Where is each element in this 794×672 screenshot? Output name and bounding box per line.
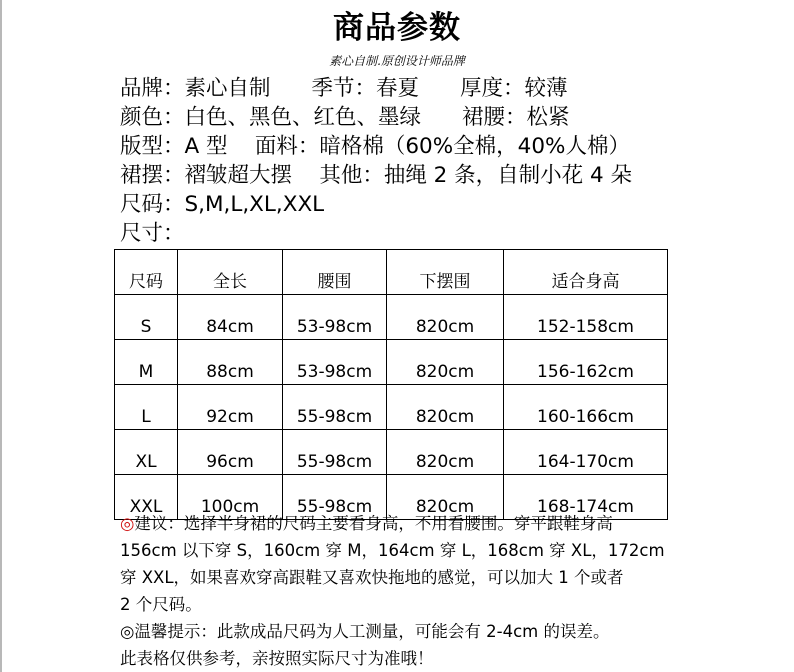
advice-note-line-1 (120, 510, 613, 537)
brand-subtitle: 素心自制.原创设计师品牌 (329, 54, 465, 68)
cell-size: XL (115, 430, 178, 475)
cell-length: 92cm (178, 385, 283, 430)
cell-size: M (115, 340, 178, 385)
header-length: 全长 (178, 250, 283, 295)
cell-height: 164-170cm (504, 430, 668, 475)
table-row (115, 385, 668, 430)
cell-hem: 820cm (387, 430, 504, 475)
spec-line-color: 颜色：白色、黑色、红色、墨绿 裙腰：松紧 (120, 105, 570, 130)
cell-hem: 820cm (387, 475, 504, 520)
page-title: 商品参数 (333, 10, 461, 46)
cell-waist: 53-98cm (283, 340, 387, 385)
header-hem: 下摆围 (387, 250, 504, 295)
spec-line-fit: 版型：A 型 面料：暗格棉（60%全棉，40%人棉） (120, 134, 630, 159)
cell-size: L (115, 385, 178, 430)
cell-length: 88cm (178, 340, 283, 385)
tip-note-line-1: ◎温馨提示：此款成品尺码为人工测量，可能会有 2-4cm 的误差。 (120, 622, 610, 641)
cell-waist: 53-98cm (283, 295, 387, 340)
cell-waist: 55-98cm (283, 430, 387, 475)
header-waist: 腰围 (283, 250, 387, 295)
table-row (115, 430, 668, 475)
cell-height: 168-174cm (504, 475, 668, 520)
advice-note-line-4: 2 个尺码。 (120, 595, 202, 614)
spec-line-brand: 品牌：素心自制 季节：春夏 厚度：较薄 (120, 76, 568, 101)
advice-mark-icon: ◎ (120, 514, 135, 533)
spec-line-sizes: 尺码：S,M,L,XL,XXL (120, 192, 325, 217)
tip-note-line-2: 此表格仅供参考，亲按照实际尺寸为准哦！ (120, 649, 434, 668)
cell-waist: 55-98cm (283, 475, 387, 520)
cell-length: 84cm (178, 295, 283, 340)
cell-size: S (115, 295, 178, 340)
cell-length: 96cm (178, 430, 283, 475)
cell-hem: 820cm (387, 340, 504, 385)
header-height: 适合身高 (504, 250, 668, 295)
cell-height: 156-162cm (504, 340, 668, 385)
size-table-header-row (115, 250, 668, 295)
table-row (115, 295, 668, 340)
spec-line-hem: 裙摆：褶皱超大摆 其他：抽绳 2 条，自制小花 4 朵 (120, 163, 633, 188)
cell-length: 100cm (178, 475, 283, 520)
cell-waist: 55-98cm (283, 385, 387, 430)
advice-note-line-2: 156cm 以下穿 S，160cm 穿 M，164cm 穿 L，168cm 穿 XL，172cm (120, 541, 665, 560)
size-table (114, 249, 668, 520)
advice-text-1: 建议：选择半身裙的尺码主要看身高，不用看腰围。穿平跟鞋身高 (134, 514, 613, 533)
cell-height: 152-158cm (504, 295, 668, 340)
spec-line-dimensions: 尺寸： (120, 221, 185, 246)
cell-hem: 820cm (387, 385, 504, 430)
table-row (115, 340, 668, 385)
page-left-border (0, 0, 2, 672)
cell-height: 160-166cm (504, 385, 668, 430)
advice-note-line-3: 穿 XXL，如果喜欢穿高跟鞋又喜欢快拖地的感觉，可以加大 1 个或者 (120, 568, 624, 587)
header-size: 尺码 (115, 250, 178, 295)
cell-size: XXL (115, 475, 178, 520)
cell-hem: 820cm (387, 295, 504, 340)
